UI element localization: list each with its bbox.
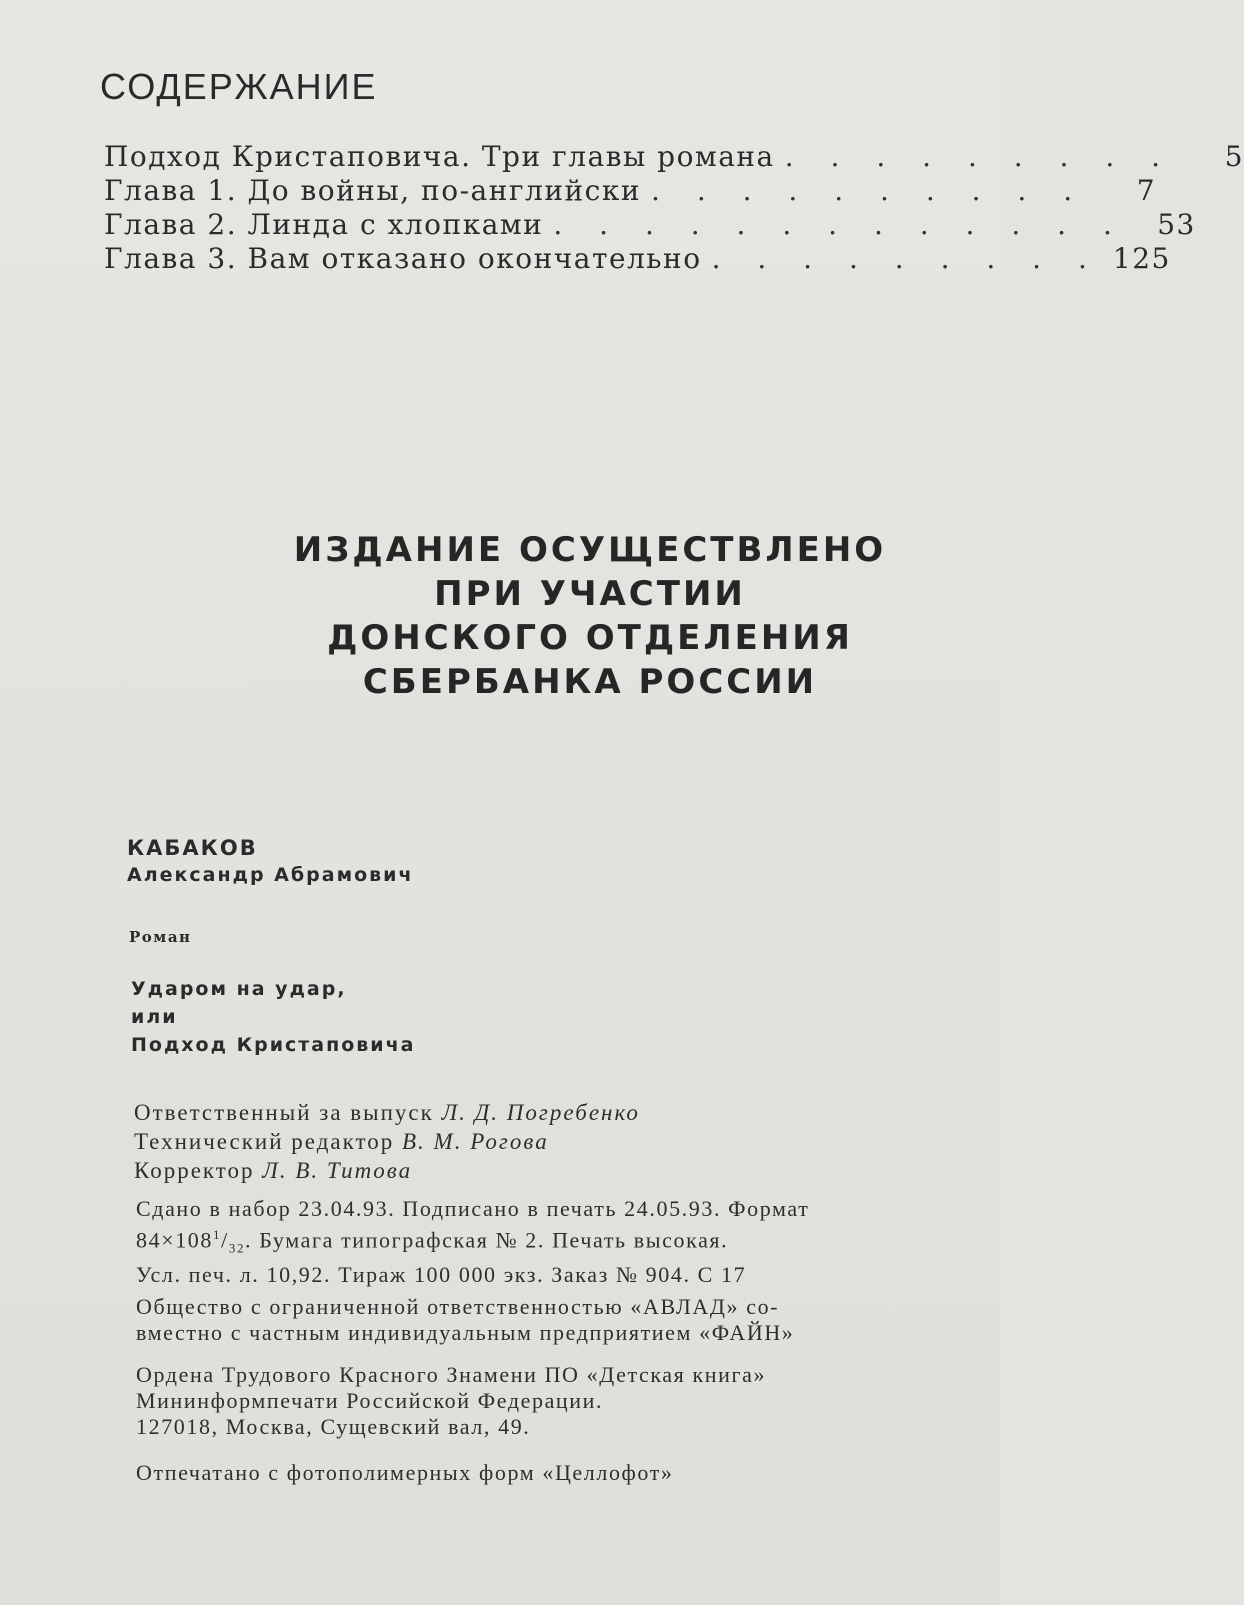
toc-entry (104, 174, 1157, 208)
toc-leader-dots: . . . . . . . . . . (651, 174, 1087, 207)
toc-leader-dots: . . . . . . . . . (711, 242, 1101, 275)
toc-leader-dots: . . . . . . . . . . . . . (553, 208, 1126, 241)
sponsor-line: СБЕРБАНКА РОССИИ (362, 662, 818, 702)
toc-entry-page: 7 (1136, 174, 1157, 207)
print-note: Отпечатано с фотополимерных форм «Целлофот» (136, 1460, 674, 1485)
credits-block (134, 1098, 640, 1185)
printer-info (136, 1362, 956, 1440)
print-details-line: Усл. печ. л. 10,92. Тираж 100 000 экз. Заказ № 904. С 17 (136, 1261, 747, 1287)
credit-line (134, 1127, 640, 1156)
table-of-contents (104, 140, 1244, 276)
book-title-line: Подход Кристаповича (131, 1034, 416, 1056)
paper-info: . Бумага типографская № 2. Печать высокая. (245, 1227, 729, 1253)
credit-role: Корректор (134, 1158, 255, 1183)
credit-line (134, 1156, 640, 1185)
format-value: 84×108 (136, 1227, 214, 1253)
print-details-line: $84\times 108^1/_{32}$. Бумага типографская № 2. Печать высокая. (136, 1227, 729, 1256)
sponsor-line: ДОНСКОГО ОТДЕЛЕНИЯ (327, 618, 853, 658)
publisher-line: Общество с ограниченной ответственностью «АВЛАД» со- (136, 1294, 780, 1319)
sponsor-line: ПРИ УЧАСТИИ (434, 574, 746, 614)
printer-line: Ордена Трудового Красного Знамени ПО «Детская книга» (136, 1362, 767, 1387)
printer-address: 127018, Москва, Сущевский вал, 49. (136, 1414, 531, 1439)
credit-person: В. М. Рогова (401, 1129, 549, 1154)
toc-entry-title: Глава 2. Линда с хлопками (104, 208, 544, 241)
toc-heading: СОДЕРЖАНИЕ (100, 66, 378, 107)
toc-entry-title: Подход Кристаповича. Три главы романа (104, 140, 775, 173)
book-title (131, 975, 416, 1059)
print-details-line: Сдано в набор 23.04.93. Подписано в печать 24.05.93. Формат (136, 1196, 810, 1221)
toc-entry-page: 5 (1224, 140, 1244, 173)
toc-entry-page: 125 (1112, 242, 1171, 275)
toc-entry (104, 242, 1171, 276)
genre-label: Роман (129, 928, 192, 946)
print-details (136, 1196, 956, 1288)
toc-entry-title: Глава 1. До войны, по-английски (104, 174, 642, 207)
sponsor-line: ИЗДАНИЕ ОСУЩЕСТВЛЕНО (293, 530, 887, 570)
author-block (127, 836, 414, 886)
toc-entry (104, 208, 1196, 242)
credit-person: Л. Д. Погребенко (441, 1100, 640, 1125)
publisher-info (136, 1294, 956, 1346)
book-title-line: Ударом на удар, (131, 978, 347, 1000)
book-title-line: или (131, 1006, 178, 1028)
credit-role: Ответственный за выпуск (134, 1100, 434, 1125)
credit-line (134, 1098, 640, 1127)
toc-leader-dots: . . . . . . . . . (784, 140, 1175, 173)
author-name: Александр Абрамович (127, 864, 414, 886)
publisher-line: вместно с частным индивидуальным предприятием «ФАЙН» (136, 1320, 795, 1345)
toc-entry (104, 140, 1244, 174)
format-denominator: 32 (228, 1240, 246, 1256)
printer-line: Мининформпечати Российской Федерации. (136, 1388, 604, 1413)
credit-role: Технический редактор (134, 1129, 395, 1154)
credit-person: Л. В. Титова (262, 1158, 413, 1183)
toc-entry-title: Глава 3. Вам отказано окончательно (104, 242, 702, 275)
author-surname: КАБАКОВ (127, 836, 258, 860)
format-numerator: 1 (213, 1227, 222, 1242)
sponsor-note (260, 528, 920, 704)
toc-entry-page: 53 (1157, 208, 1196, 241)
